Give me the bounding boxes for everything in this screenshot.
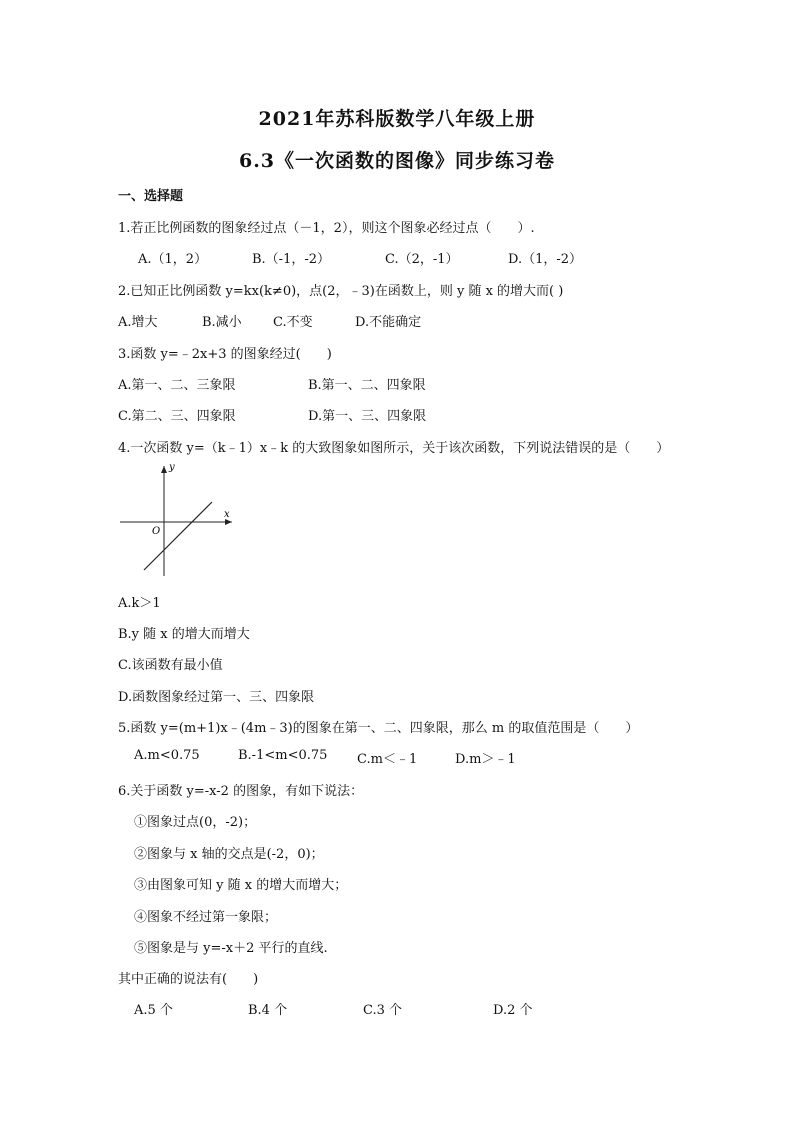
statement-1: ①图象过点(0，-2)； xyxy=(134,815,257,830)
option-d: D.（1，-2） xyxy=(508,252,583,267)
page-subtitle: 6.3《一次函数的图像》同步练习卷 xyxy=(238,150,556,172)
question-4-option-c: C.该函数有最小值 xyxy=(118,658,223,673)
y-axis-label: y xyxy=(169,462,175,473)
option-d: D.不能确定 xyxy=(355,315,422,330)
statement-5: ⑤图象是与 y=-x＋2 平行的直线. xyxy=(134,941,328,956)
option-d: D.2 个 xyxy=(493,1003,533,1018)
option-b: B.（-1，-2） xyxy=(252,252,331,267)
question-4-option-d: D.函数图象经过第一、三、四象限 xyxy=(118,690,315,705)
statement-4: ④图象不经过第一象限； xyxy=(134,910,278,925)
question-5-stem: 5.函数 y=(m+1)x﹣(4m﹣3)的图象在第一、二、四象限，那么 m 的取值范围是（ ） xyxy=(118,721,639,736)
option-d: D.第一、三、四象限 xyxy=(308,409,427,424)
question-3-stem: 3.函数 y=﹣2x+3 的图象经过( ) xyxy=(118,347,332,362)
origin-label: O xyxy=(152,526,161,537)
option-a: A.5 个 xyxy=(134,1003,173,1018)
option-c: C.3 个 xyxy=(363,1003,403,1018)
option-a: A.（1，2） xyxy=(138,252,208,267)
question-4-stem: 4.一次函数 y=（k﹣1）x﹣k 的大致图象如图所示，关于该次函数，下列说法错误的是（ ） xyxy=(118,441,670,456)
option-c: C.（2，-1） xyxy=(385,252,459,267)
option-a: A.m<0.75 xyxy=(134,748,200,763)
option-b: B.减小 xyxy=(202,315,242,330)
x-axis-label: x xyxy=(224,509,230,520)
option-d: D.m＞﹣1 xyxy=(455,752,516,767)
question-4-option-b: B.y 随 x 的增大而增大 xyxy=(118,627,250,642)
section-heading: 一、选择题 xyxy=(118,189,184,204)
question-2-stem: 2.已知正比例函数 y=kx(k≠0)，点(2，﹣3)在函数上，则 y 随 x 的增大而( ) xyxy=(118,284,564,299)
option-a: A.增大 xyxy=(118,315,158,330)
question-6-stem: 6.关于函数 y=-x-2 的图象，有如下说法： xyxy=(118,784,364,799)
page-title: 2021年苏科版数学八年级上册 xyxy=(258,108,536,130)
statement-3: ③由图象可知 y 随 x 的增大而增大； xyxy=(134,878,348,893)
option-b: B.-1<m<0.75 xyxy=(238,748,328,763)
linear-function-graph xyxy=(116,460,236,578)
option-b: B.4 个 xyxy=(248,1003,288,1018)
question-4-option-a: A.k＞1 xyxy=(118,596,161,611)
option-c: C.不变 xyxy=(273,315,313,330)
option-c: C.m＜﹣1 xyxy=(357,752,418,767)
question-6-prompt: 其中正确的说法有( ) xyxy=(118,972,259,987)
option-a: A.第一、二、三象限 xyxy=(118,378,236,393)
option-c: C.第二、三、四象限 xyxy=(118,409,236,424)
statement-2: ②图象与 x 轴的交点是(-2，0)； xyxy=(134,847,324,862)
option-b: B.第一、二、四象限 xyxy=(308,378,426,393)
question-1-stem: 1.若正比例函数的图象经过点（－1，2），则这个图象必经过点（ ）. xyxy=(118,221,535,236)
y-axis-arrow-icon xyxy=(161,466,167,473)
